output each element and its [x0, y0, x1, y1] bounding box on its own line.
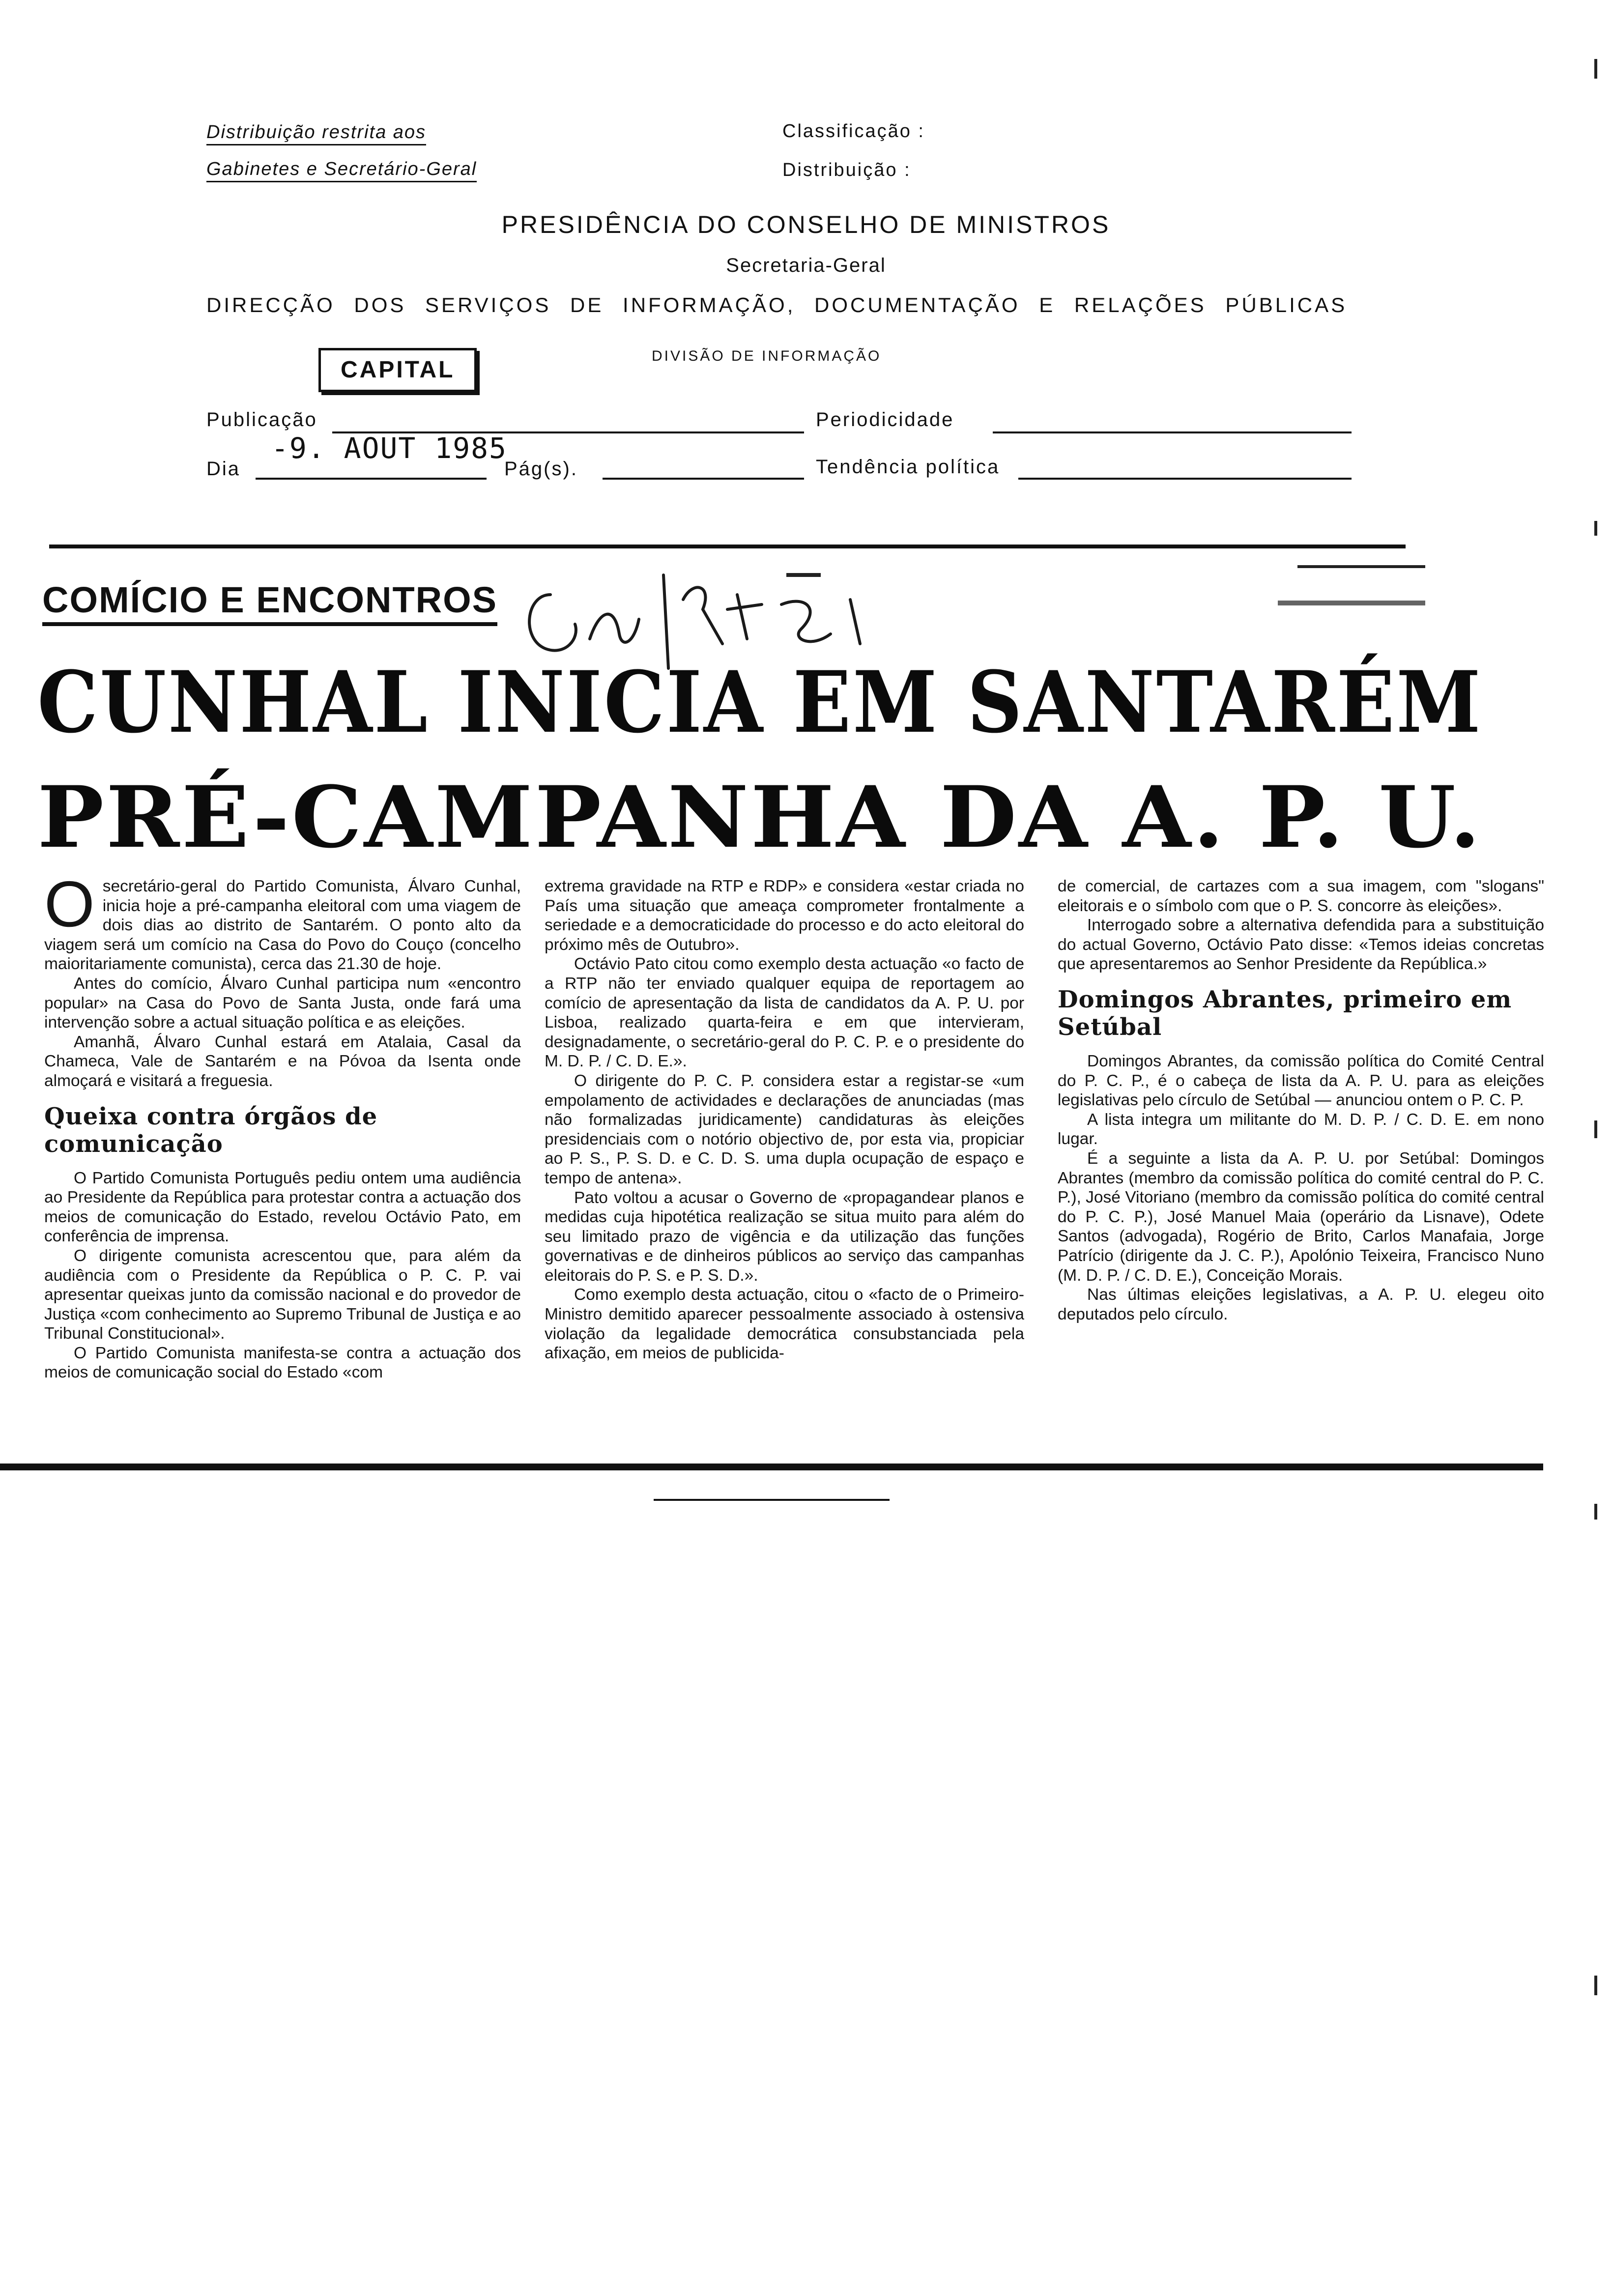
- bottom-rule: [0, 1464, 1543, 1470]
- paragraph: de comercial, de cartazes com a sua imagem, com "slogans" eleitorais e o símbolo com que o P. S. concorre às eleições».: [1058, 877, 1544, 915]
- paragraph: extrema gravidade na RTP e RDP» e considera «estar criada no País uma situação que ameaça comprometer frontalmente a seriedade e a democraticidade do processo e do acto eleitoral do próximo mês de Outubro».: [545, 877, 1024, 954]
- secretaria-title: Secretaria-Geral: [726, 255, 886, 276]
- paragraph: Antes do comício, Álvaro Cunhal participa num «encontro popular» na Casa do Povo de Santa Justa, onde fará uma intervenção sobre a actual situação política e as eleições.: [44, 974, 521, 1032]
- scan-noise: [786, 573, 821, 577]
- scan-noise: [1594, 521, 1597, 536]
- publicacao-label: Publicação: [206, 409, 317, 430]
- direccao-title: DIRECÇÃO DOS SERVIÇOS DE INFORMAÇÃO, DOCUMENTAÇÃO E RELAÇÕES PÚBLICAS: [206, 293, 1348, 316]
- paragraph: Octávio Pato citou como exemplo desta actuação «o facto de a RTP não ter enviado qualquer equipa de reportagem ao comício de apresentação da lista de candidatos da A. P. U. por Lisboa, realizado quarta-feira e em que intervieram, designadamente, o secretário-geral do P. C. P. e o presidente do M. D. P. / C. D. E.».: [545, 955, 1024, 1071]
- top-rule: [49, 545, 1406, 548]
- headline-line2: PRÉ-CAMPANHA DA A. P. U.: [37, 767, 1483, 867]
- scan-noise: [1297, 565, 1425, 568]
- subheading: Domingos Abrantes, primeiro em Setúbal: [1058, 985, 1512, 1041]
- article-column-1: [44, 868, 521, 1382]
- distribution-note-line2: Gabinetes e Secretário-Geral: [206, 159, 477, 182]
- tendencia-field: [1018, 455, 1352, 480]
- tendencia-label: Tendência política: [816, 456, 1000, 478]
- paragraph: Como exemplo desta actuação, citou o «facto de o Primeiro-Ministro demitido aparecer pessoalmente associado à ostensiva violação da legalidade democrática consubstanciada pela afixação, em meios de publicida-: [545, 1286, 1024, 1363]
- periodicidade-label: Periodicidade: [816, 409, 954, 430]
- scan-noise: [1594, 59, 1597, 79]
- scan-noise: [1594, 1504, 1597, 1520]
- scan-noise: [1594, 1976, 1597, 1995]
- paragraph: O Partido Comunista manifesta-se contra a actuação dos meios de comunicação social do Estado «com: [44, 1344, 521, 1382]
- distribuicao-label: Distribuição :: [782, 160, 911, 180]
- periodicidade-field: [993, 409, 1352, 433]
- paragraph: O Partido Comunista Português pediu ontem uma audiência ao Presidente da República para protestar contra a actuação dos meios de comunicação do Estado, revelou Octávio Pato, em conferência de imprensa.: [44, 1169, 521, 1246]
- paragraph: secretário-geral do Partido Comunista, Álvaro Cunhal, inicia hoje a pré-campanha eleitoral com uma viagem de dois dias ao distrito de Santarém. O ponto alto da viagem será um comício na Casa do Povo do Couço (concelho maioritariamente comunista), cerca das 21.30 de hoje.: [44, 877, 521, 974]
- presidency-title: PRESIDÊNCIA DO CONSELHO DE MINISTROS: [501, 211, 1111, 238]
- drop-cap: O: [44, 868, 95, 940]
- paragraph: A lista integra um militante do M. D. P. / C. D. E. em nono lugar.: [1058, 1110, 1544, 1148]
- publication-stamp: CAPITAL: [318, 348, 477, 392]
- subheading: Queixa contra órgãos de comunicação: [44, 1102, 378, 1158]
- scan-noise: [1594, 1120, 1597, 1138]
- paragraph: Domingos Abrantes, da comissão política do Comité Central do P. C. P., é o cabeça de lista da A. P. U. para as eleições legislativas pelo círculo de Setúbal — anunciou ontem o P. C. P.: [1058, 1052, 1544, 1110]
- bottom-rule-short: [654, 1499, 890, 1501]
- paragraph: Interrogado sobre a alternativa defendida para a substituição do actual Governo, Octávio Pato disse: «Temos ideias concretas que apresentaremos ao Senhor Presidente da República.»: [1058, 916, 1544, 974]
- paragraph: O dirigente comunista acrescentou que, para além da audiência com o Presidente da República o P. C. P. vai apresentar queixas junto da comissão nacional e do provedor de Justiça «com conhecimento ao Supremo Tribunal de Justiça e ao Tribunal Constitucional».: [44, 1246, 521, 1343]
- scan-noise: [1278, 601, 1425, 605]
- date-value: -9. AOUT 1985: [271, 431, 507, 465]
- paragraph: O dirigente do P. C. P. considera estar a registar-se «um empolamento de actividades e declarações de anunciadas (mas não formalizadas juridicamente) candidaturas às eleições presidenciais com o notório objectivo de, por esta via, propiciar ao P. S., P. S. D. e C. D. S. uma dupla ocupação de espaço e tempo de antena».: [545, 1071, 1024, 1187]
- section-tag: COMÍCIO E ENCONTROS: [42, 578, 497, 626]
- paragraph: Nas últimas eleições legislativas, a A. P. U. elegeu oito deputados pelo círculo.: [1058, 1286, 1544, 1323]
- paragraph: Amanhã, Álvaro Cunhal estará em Atalaia, Casal da Chameca, Vale de Santarém e na Póvoa da Isenta onde almoçará e visitará a freguesia.: [44, 1033, 521, 1090]
- publicacao-field: [332, 409, 804, 433]
- pag-label: Pág(s).: [504, 458, 578, 480]
- distribution-note-line1: Distribuição restrita aos: [206, 122, 426, 145]
- pag-field: [603, 455, 804, 480]
- paragraph: É a seguinte a lista da A. P. U. por Setúbal: Domingos Abrantes (membro da comissão política do comité central do P. C. P.), José Vitoriano (membro da comissão política do comité central do P. C. P.), José Manuel Maia (operário da Lisnave), Odete Santos (advogada), Rogério de Brito, Carlos Manafaia, Jorge Patrício (dirigente da J. C. P.), Apolónio Teixeira, Francisco Nuno (M. D. P. / C. D. E.), Conceição Morais.: [1058, 1149, 1544, 1285]
- article-column-2: [545, 877, 1024, 1363]
- headline-line1: CUNHAL INICIA EM SANTARÉM: [37, 652, 1483, 752]
- article-column-3: [1058, 877, 1544, 1324]
- classificacao-label: Classificação :: [782, 121, 925, 142]
- paragraph: Pato voltou a acusar o Governo de «propagandear planos e medidas cuja hipotética realização se situa muito para além do seu limitado prazo de vigência e da utilização das funções governativas e de dinheiros públicos ao serviço das campanhas eleitorais do P. S. e P. S. D.».: [545, 1188, 1024, 1285]
- divisao-label: DIVISÃO DE INFORMAÇÃO: [652, 348, 882, 364]
- dia-label: Dia: [206, 458, 241, 480]
